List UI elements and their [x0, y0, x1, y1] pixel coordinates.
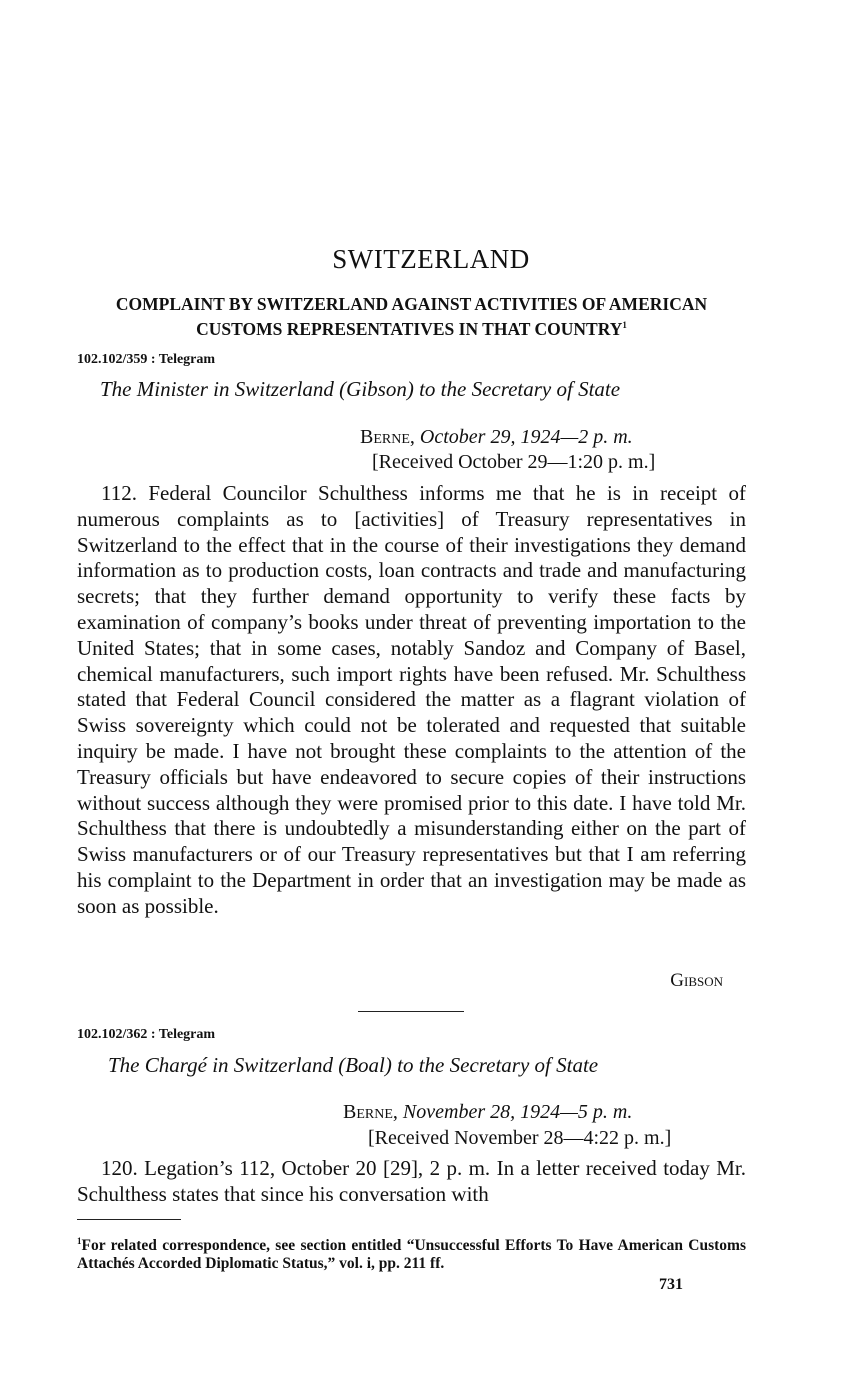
footnote-rule: [77, 1219, 181, 1220]
document-separator: [358, 1011, 464, 1012]
doc1-date: October 29, 1924—2 p. m.: [419, 426, 633, 448]
doc2-body: [77, 1156, 746, 1208]
footnote-text: For related correspondence, see section entitled “Unsuccessful Efforts To Have American Customs Attachés Accorded Diplomatic Status,” vol. i, pp. 211 ff.: [77, 1237, 746, 1272]
section-heading: [77, 294, 746, 340]
doc2-place: Berne,: [343, 1101, 398, 1123]
page-number: 731: [659, 1276, 683, 1293]
doc1-signature: Gibson: [670, 970, 723, 991]
doc2-received: [Received November 28—4:22 p. m.]: [368, 1127, 672, 1149]
footnote-ref-mark: 1: [622, 320, 627, 330]
doc2-dateline: [343, 1100, 632, 1125]
doc1-file-reference: 102.102/359 : Telegram: [77, 352, 216, 367]
section-heading-text: COMPLAINT BY SWITZERLAND AGAINST ACTIVITIES OF AMERICAN CUSTOMS REPRESENTATIVES IN THAT COUNTRY: [115, 294, 708, 339]
country-title: SWITZERLAND: [332, 244, 530, 274]
doc1-body: [77, 481, 746, 920]
footnote-mark: 1: [77, 1236, 82, 1246]
doc2-date: November 28, 1924—5 p. m.: [402, 1101, 633, 1123]
footnote: [77, 1232, 746, 1273]
doc1-place: Berne,: [360, 426, 415, 448]
doc2-file-reference: 102.102/362 : Telegram: [77, 1027, 216, 1042]
doc1-dateline: [360, 425, 633, 450]
doc2-paragraph: 120. Legation’s 112, October 20 [29], 2 p. m. In a letter received today Mr. Schulthess states that since his conversation with: [77, 1156, 746, 1206]
doc1-paragraph: 112. Federal Councilor Schulthess informs me that he is in receipt of numerous complaints as to [activities] of Treasury representatives in Switzerland to the effect that in the course of their investigations they demand information as to production costs, loan contracts and trade and manufacturing secrets; that they further demand opportunity to verify these facts by examination of company’s books under threat of preventing importation to the United States; that in some cases, notably Sandoz and Company of Basel, chemical manufacturers, such import rights have been refused. Mr. Schulthess stated that Federal Council considered the matter as a flagrant violation of Swiss sovereignty which could not be tolerated and requested that suitable inquiry be made. I have not brought these complaints to the attention of the Treasury officials but have endeavored to secure copies of their instructions without success although they were promised prior to this date. I have told Mr. Schulthess that there is undoubtedly a misunderstanding either on the part of Swiss manufacturers or of our Treasury representatives but that I am referring his complaint to the Department in order that an investigation may be made as soon as possible.: [77, 481, 746, 918]
doc1-received: [Received October 29—1:20 p. m.]: [372, 451, 656, 473]
doc1-title: The Minister in Switzerland (Gibson) to the Secretary of State: [100, 377, 621, 401]
doc2-title: The Chargé in Switzerland (Boal) to the Secretary of State: [108, 1053, 599, 1077]
